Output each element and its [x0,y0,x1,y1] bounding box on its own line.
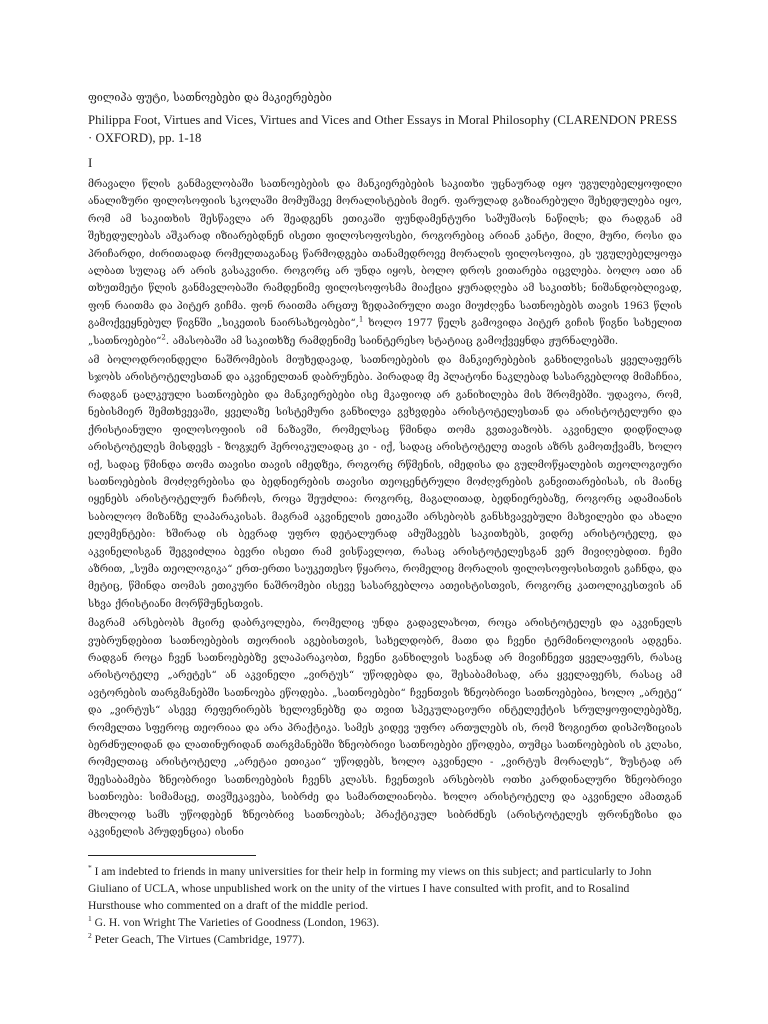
footnote [88,863,682,914]
footnote-ref: 2 [161,333,166,342]
footnote-text: Peter Geach, The Virtues (Cambridge, 1977). [94,933,305,947]
footnote [88,914,682,931]
document-page [88,90,682,1010]
footnote-text: G. H. von Wright The Varieties of Goodness (London, 1963). [94,916,380,930]
footnote [88,931,682,948]
section-number: I [88,155,93,170]
paragraph-text: ხოლო 1977 წელს გამოვიდა პიტერ გიჩის წიგნი სახელით „სათნოებები“ [88,318,682,347]
footnote-mark: 2 [88,931,92,941]
footnote-mark: * [88,863,92,873]
footnote-ref: 1 [358,315,364,324]
article-title: ფილიპა ფუტი, სათნოებები და მაკიერებები [88,91,332,104]
paragraph-text: . ამასობაში ამ საკითხზე რამდენიმე საინტერესო სტატიაც გამოქვეყნდა ჟურნალებში. [165,335,619,347]
body-paragraph: მაგრამ არსებობს მცირე დაბრკოლება, რომელიც უნდა გადავლახოთ, როცა არისტოტელეს და აკვინელს ვუბრუნდებით სათნოებების თეორიის აგებისთვის, სახელდობრ, მათი და ჩვენი ტერმინოლოგიის ადგენა. რადგან როცა ჩვენ სათნოებებზე ვლაპარაკობთ, ჩვენი განხილვის საგნად არ მივიჩნევთ ყველაფერს, რასაც არისტოტელე „არეტეს“ ან აკვინელი „ვირტუს“ უწოდებდა და, შესაბამისად, არა ყველაფერს, რასაც ამ ავტორების თარგმანებში სათნოება ეწოდება. „სათნოებები“ ჩვენთვის ზნეობრივი სათნოებებია, ხოლო „არეტე“ და „ვირტუს“ ასევე რეფერირებს ხელოვნებზე და თვით სპეკულაციური ინტელექტის სრულყოფილებებზე, რომელთა სფეროც თეორიაა და არა პრაქტიკა. სამეს კიდევ უფრო ართულებს ის, რომ ზოგიერთ დისპოზიციას ბერძნულიდან და ლათინურიდან თარგმანებში ზნეობრივი სათნოებები ეწოდება, თუმცა სათნოებების ის კლასი, რომელთაც არისტოტელე „არეტაი ეთიკაი“ უწოდებს, ხოლო აკვინელი - „ვირტუს მორალეს“, ზუსტად არ შეესაბამება ზნეობრივი სათნოებების ჩვენს კლასს. ჩვენთვის არსებობს ოთხი კარდინალური ზნეობრივი სათნოება: სიმამაცე, თავშეკავება, სიბრძე და სამართლიანობა. ხოლო არისტოტელე და აკვინელი ამათგან მხოლოდ სამს უწოდებენ ზნეობრივ სათნოებას; პრაქტიკულ სიბრძნეს (არისტოტელეს ფრონეზისი და აკვინელის პრუდენცია) ისინი [88,618,682,839]
footnote-text: I am indebted to friends in many universities for their help in forming my views on this subject; and particularly to John Giuliano of UCLA, whose unpublished work on the unity of the virtues I have consulted with profit, and to Rosalind Hursthouse who commented on a draft of the middle period. [88,865,652,913]
footnote-mark: 1 [88,914,92,924]
paragraph-text: მრავალი წლის განმავლობაში სათნოებების და მანკიერებების საკითხი უცნაურად იყო უგულებელყოფილი ანალიზური ფილოსოფიის სკოლაში მომუშავე მორალისტების მიერ. ფარულად გაზიარებული შეხედულება იყო, რომ ამ საკითხის შესწავლა არ შეადგენს ეთიკაში ფუნდამენტური საშუშაოს ნაწილს; და რადგან ამ შეხედულებას აშკარად იზიარებდნენ ისეთი ფილოსოფოსები, როგორებიც არიან კანტი, მილი, მური, როსი და პრიჩარდი, ძირითადად რომელთაგანაც წარმოდგება თანამედროვე მორალის ფილოსოფია, ეს უგულებელყოფა ალბათ სულაც არ არის გასაკვირი. როგორც არ უნდა იყოს, ბოლო დროს ვითარება იცვლება. ბოლო ათი ან თხუთმეტი წლის განმავლობაში რამდენიმე ფილოსოფოსმა მიაქცია ყურადღება ამ საკითხს; ნიშანდობლივად, ფონ რაითმა და პიტერ გიჩმა. ფონ რაითმა არცთუ ზედაპირული თავი მიუძღვნა სათნოებებს თავის 1963 წლის გამოქვეყნებულ წიგნში „სიკეთის ნაირსახეობები“, [88,179,682,330]
body-paragraph [88,176,682,350]
body-paragraph: ამ ბოლოდროინდელი ნაშრომების მიუხედავად, სათნოებების და მანკიერებების განხილვისას ყველაფერს სჯობს არისტოტელესთან და აკვინელთან დაბრუნება. პირადად მე პლატონი ნაკლებად სასარგებლოდ მიმაჩნია, რადგან ცალკეული სათნოებები და მანკიერებები ისე მკაფიოდ არ განიხილება მის შრომებში. უდავოა, რომ, ნებისმიერ შემთხვევაში, ყველაზე სისტემური განხილვა გვხვდება არისტოტელესთან და არისტოტელური და ქრისტიანული ფილოსოფიის იმ ნაზავში, რომელსაც წმინდა თომა გვთავაზობს. აკვინელი დიდწილად არისტოტელეს მისდევს - ზოგჯერ ჰეროიკულადაც კი - იქ, სადაც არისტოტელე თავის აზრს გამოთქვამს, ხოლო იქ, სადაც წმინდა თომა თავისი თავის იმედზეა, როგორც რწმენის, იმედისა და გულმოწყალების თეოლოგიური სათნოებების მოძღვრებისა და ბედნიერების თავისი თეოცენტრული მოძღვრების განვითარებისას, ის მაინც იყენებს არისტოტელურ ჩარჩოს, როცა შეუძლია: როგორც, მაგალითად, ბედნიერებაზე, როგორც ადამიანის საბოლოო მიზანზე ლაპარაკისას. მაგრამ აკვინელის ეთიკაში არსებობს განსხვავებული მახვილები და ახალი ელემენტები: ხშირად ის ბევრად უფრო დეტალურად ამუშავებს საკითხებს, ვიდრე არისტოტელე, და აკვინელისგან შეგვიძლია ბევრი ისეთი რამ ვისწავლოთ, რასაც არისტოტელესგან ვერ მივიღებდით. ჩემი აზრით, „სუმა თეოლოგიკა“ ერთ-ერთი საუკეთესო წყაროა, რომელიც მორალის ფილოსოფოსისთვის გაჩნდა, და მეტიც, წმინდა თომას ეთიკური ნაშრომები ისევე სასარგებლოა ათეისტისთვის, როგორც კათოლიკესთვის ან სხვა ქრისტიანი მორწმუნესთვის. [88,355,682,610]
footnote-separator [88,855,256,856]
source-reference: Philippa Foot, Virtues and Vices, Virtues and Vices and Other Essays in Moral Philosophy (CLARENDON PRESS · OXFORD), pp. 1-18 [88,113,678,145]
